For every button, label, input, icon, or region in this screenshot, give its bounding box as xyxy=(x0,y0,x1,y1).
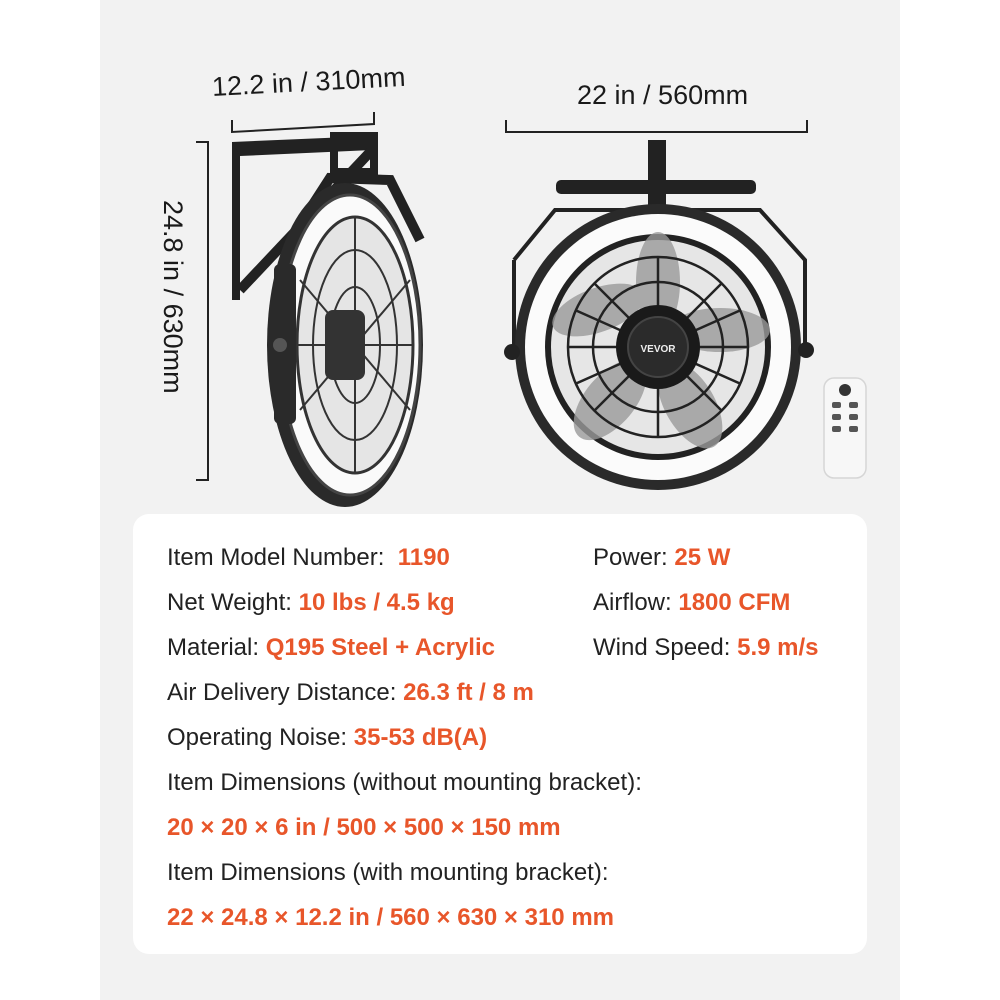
front-width-label: 22 in / 560mm xyxy=(577,80,749,110)
remote-control xyxy=(824,378,866,478)
spec-model xyxy=(167,544,450,572)
spec-dims-without-label: Item Dimensions (without mounting bracket): xyxy=(167,769,642,796)
spec-weight xyxy=(167,589,455,617)
spec-wind-label: Wind Speed: xyxy=(593,634,731,661)
spec-distance-value: 26.3 ft / 8 m xyxy=(403,679,534,706)
spec-weight-label: Net Weight: xyxy=(167,589,292,616)
side-width-label: 12.2 in / 310mm xyxy=(211,61,407,102)
spec-dims-with-label: Item Dimensions (with mounting bracket): xyxy=(167,859,609,886)
spec-airflow-value: 1800 CFM xyxy=(678,589,791,616)
height-line xyxy=(196,142,208,480)
spec-airflow-label: Airflow: xyxy=(593,589,672,616)
spec-material xyxy=(167,634,495,662)
spec-wind-value: 5.9 m/s xyxy=(737,634,819,661)
spec-distance-label: Air Delivery Distance: xyxy=(167,679,397,706)
spec-distance xyxy=(167,679,534,707)
spec-noise-label: Operating Noise: xyxy=(167,724,348,751)
spec-noise xyxy=(167,724,487,752)
spec-wind-speed xyxy=(593,634,818,662)
spec-noise-value: 35-53 dB(A) xyxy=(353,724,488,751)
spec-model-value: 1190 xyxy=(397,544,450,571)
height-label: 24.8 in / 630mm xyxy=(158,200,188,394)
side-width-line xyxy=(232,112,374,132)
spec-airflow xyxy=(593,589,790,617)
spec-power-label: Power: xyxy=(593,544,668,571)
spec-power xyxy=(593,544,730,572)
spec-material-value: Q195 Steel + Acrylic xyxy=(265,634,495,661)
spec-dims-with-value: 22 × 24.8 × 12.2 in / 560 × 630 × 310 mm xyxy=(167,904,614,931)
spec-power-value: 25 W xyxy=(674,544,731,571)
spec-material-label: Material: xyxy=(167,634,260,661)
front-view-fan xyxy=(504,140,814,490)
spec-dims-without-value: 20 × 20 × 6 in / 500 × 500 × 150 mm xyxy=(167,814,561,841)
spec-model-label: Item Model Number: xyxy=(167,544,385,571)
front-width-line xyxy=(506,120,807,132)
spec-weight-value: 10 lbs / 4.5 kg xyxy=(298,589,455,616)
brand-logo: VEVOR xyxy=(640,344,676,355)
side-view-fan xyxy=(232,136,423,507)
